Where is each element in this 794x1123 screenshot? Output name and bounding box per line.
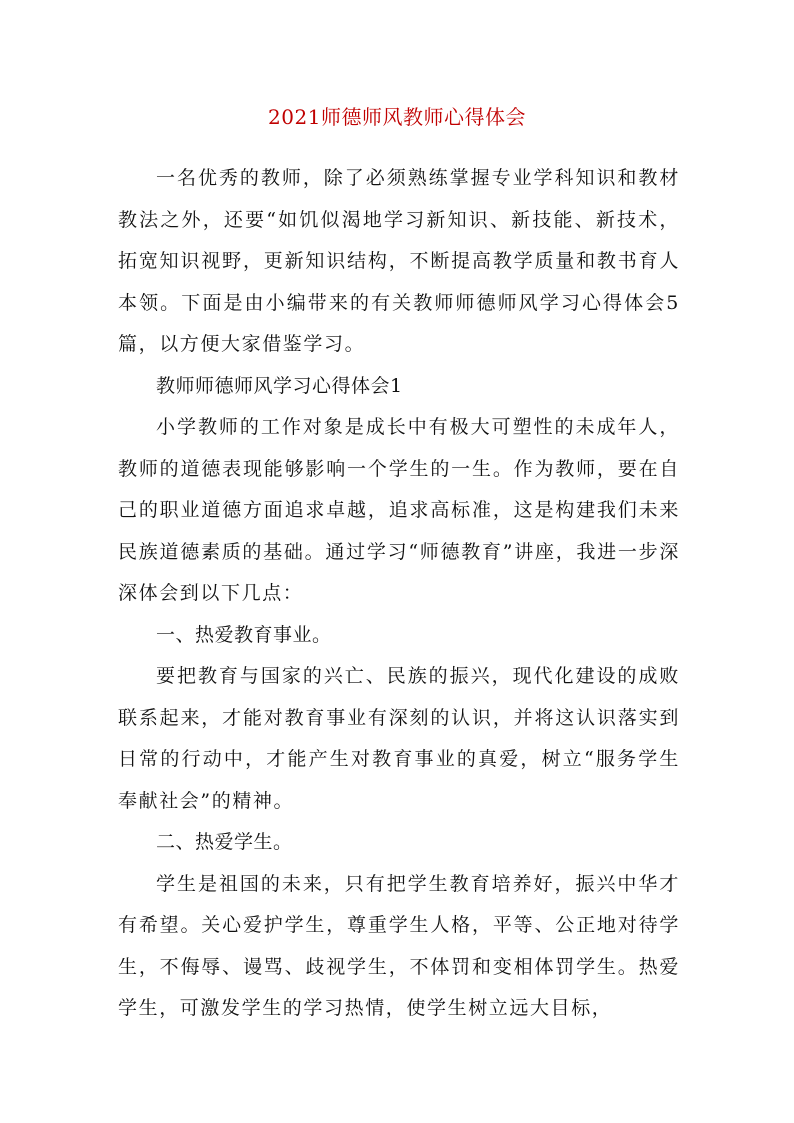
point-heading: 一、热爱教育事业。 [156,623,332,646]
document-body [118,158,680,1030]
section-heading: 教师师德师风学习心得体会1 [156,374,403,397]
body-paragraph: 要把教育与国家的兴亡、民族的振兴，现代化建设的成败联系起来，才能对教育事业有深刻的认识，并将这认识落实到日常的行动中，才能产生对教育事业的真爱，树立“服务学生奉献社会”的精神。 [118,665,680,812]
body-paragraph: 学生是祖国的未来，只有把学生教育培养好，振兴中华才有希望。关心爱护学生，尊重学生人格，平等、公正地对待学生，不侮辱、谩骂、歧视学生，不体罚和变相体罚学生。热爱学生，可激发学生的学习热情，使学生树立远大目标， [118,872,680,1019]
point-heading: 二、热爱学生。 [156,831,293,853]
intro-paragraph: 一名优秀的教师，除了必须熟练掌握专业学科知识和教材教法之外，还要“如饥似渴地学习新知识、新技能、新技术，拓宽知识视野，更新知识结构，不断提高教学质量和教书育人本领。下面是由小编带来的有关教师师德师风学习心得体会5篇，以方便大家借鉴学习。 [118,167,680,355]
body-paragraph: 小学教师的工作对象是成长中有极大可塑性的未成年人，教师的道德表现能够影响一个学生的一生。作为教师，要在自己的职业道德方面追求卓越，追求高标准，这是构建我们未来民族道德素质的基础。通过学习“师德教育”讲座，我进一步深深体会到以下几点： [118,416,680,604]
document-title: 2021师德师风教师心得体会 [268,105,526,129]
